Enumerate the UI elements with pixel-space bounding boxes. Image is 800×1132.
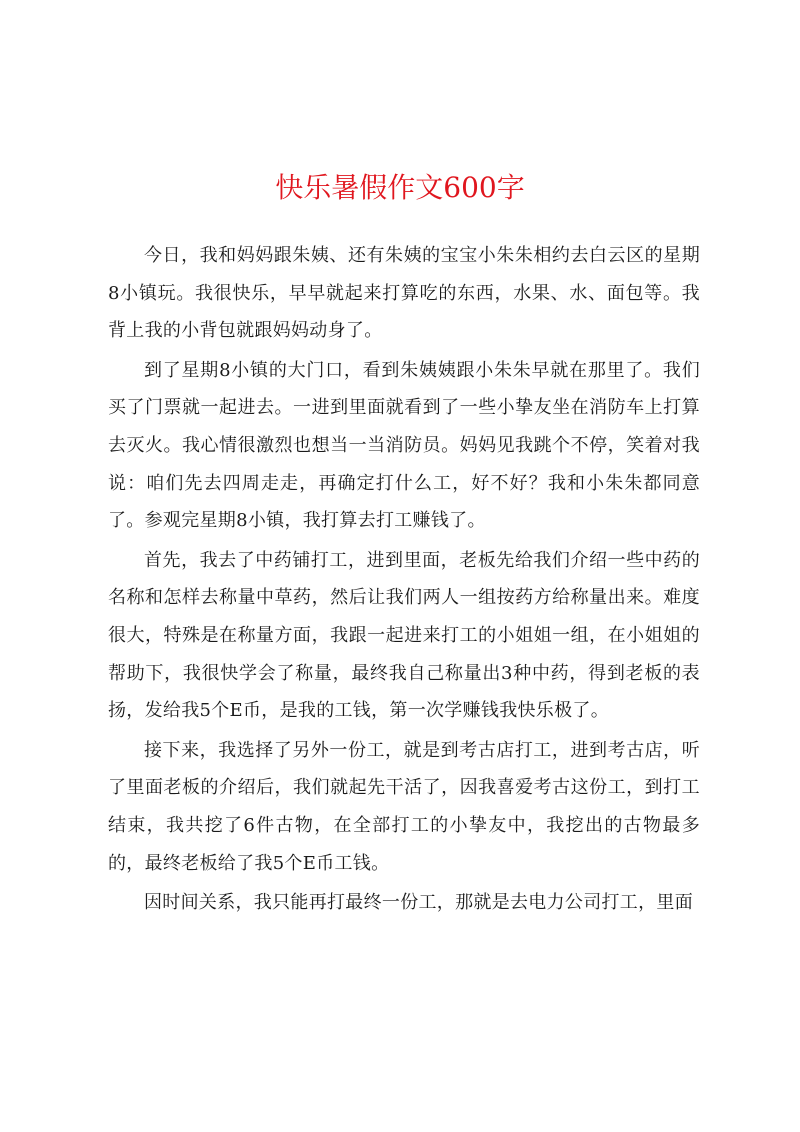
paragraph-1: 今日，我和妈妈跟朱姨、还有朱姨的宝宝小朱朱相约去白云区的星期8小镇玩。我很快乐，早早就起来打算吃的东西，水果、水、面包等。我背上我的小背包就跟妈妈动身了。 <box>108 245 700 342</box>
essay-body <box>108 237 700 924</box>
paragraph-4: 接下来，我选择了另外一份工，就是到考古店打工，进到考古店，听了里面老板的介绍后，我们就起先干活了，因我喜爱考古这份工，到打工结束，我共挖了6件古物，在全部打工的小挚友中，我挖出的古物最多的，最终老板给了我5个E币工钱。 <box>108 739 700 874</box>
paragraph-3: 首先，我去了中药铺打工，进到里面，老板先给我们介绍一些中药的名称和怎样去称量中草药，然后让我们两人一组按药方给称量出来。难度很大，特殊是在称量方面，我跟一起进来打工的小姐姐一组，在小姐姐的帮助下，我很快学会了称量，最终我自己称量出3种中药，得到老板的表扬，发给我5个E币，是我的工钱，第一次学赚钱我快乐极了。 <box>108 549 700 722</box>
page-title: 快乐暑假作文600字 <box>275 171 525 204</box>
paragraph-5: 因时间关系，我只能再打最终一份工，那就是去电力公司打工，里面 <box>144 892 693 914</box>
paragraph-2: 到了星期8小镇的大门口，看到朱姨姨跟小朱朱早就在那里了。我们买了门票就一起进去。一进到里面就看到了一些小挚友坐在消防车上打算去灭火。我心情很激烈也想当一当消防员。妈妈见我跳个不停，笑着对我说：咱们先去四周走走，再确定打什么工，好不好？我和小朱朱都同意了。参观完星期8小镇，我打算去打工赚钱了。 <box>108 359 700 532</box>
